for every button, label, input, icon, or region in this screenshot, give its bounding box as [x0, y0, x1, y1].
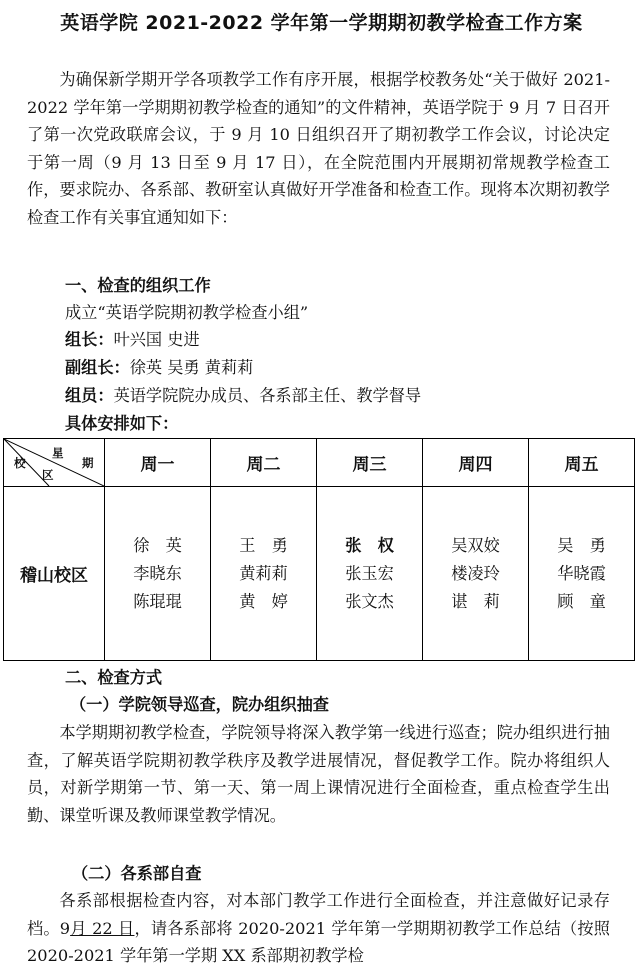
staff-cell-tue — [211, 487, 317, 661]
section2-sub2-body — [27, 887, 610, 970]
schedule-table — [3, 438, 635, 661]
campus-cell: 稽山校区 — [4, 487, 105, 661]
staff-name: 王 勇 — [239, 535, 288, 555]
corner-cell — [4, 439, 105, 487]
intro-paragraph: 为确保新学期开学各项教学工作有序开展，根据学校教务处“关于做好 2021-2022 学年第一学期期初教学检查的通知”的文件精神，英语学院于 9 月 7 日召开了第一次党政联席会议，于 9 月 10 日组织召开了期初教学工作会议，讨论决定于第一周（9 月 13 日至 9 月 17 日），在全院范围内开展期初常规教学检查工作，要求院办、各系部、教研室认真做好开学准备和检查工作。现将本次期初教学检查工作有关事宜通知如下： — [27, 70, 610, 227]
leader-line — [65, 326, 200, 354]
staff-name: 楼凌玲 — [451, 563, 500, 583]
corner-campus: 校 — [14, 456, 26, 470]
section2-heading: 二、检查方式 — [65, 668, 163, 687]
staff-cell-mon — [105, 487, 211, 661]
section1-heading: 一、检查的组织工作 — [65, 276, 211, 295]
sub2-date: 月 22 日 — [70, 918, 135, 938]
staff-name: 吴双姣 — [451, 535, 500, 555]
section2-sub1-heading: （一）学院领导巡查，院办组织抽查 — [70, 695, 329, 714]
leader-value: 叶兴国 史进 — [113, 330, 200, 349]
staff-cell-thu — [423, 487, 529, 661]
establish-line: 成立“英语学院期初教学检查小组” — [65, 303, 309, 322]
staff-name: 黄莉莉 — [239, 563, 288, 583]
deputy-label: 副组长： — [65, 358, 130, 377]
section2-sub1-body: 本学期期初教学检查，学院领导将深入教学第一线进行巡查；院办组织进行抽查，了解英语学院期初教学秩序及教学进展情况，督促教学工作。院办将组织人员，对新学期第一节、第一天、第一周上课情况进行全面检查，重点检查学生出勤、课堂听课及教师课堂教学情况。 — [27, 723, 610, 825]
sub2-text-b: ，请各系部将 2020-2021 学年第一学期期初教学工作总结（按照 2020-2021 学年第一学期 XX 系部期初教学检 — [27, 918, 610, 965]
table-row — [4, 487, 635, 661]
corner-district: 区 — [42, 468, 54, 482]
staff-name: 顾 童 — [557, 591, 606, 611]
sub2-text-a: 各系部根据检查内容，对本部门教学工作进行全面检查，并注意做好记录存档。9 — [27, 891, 610, 938]
staff-name: 吴 勇 — [557, 535, 606, 555]
section2-sub2-heading: （二）各系部自查 — [72, 864, 202, 883]
leader-label: 组长： — [65, 330, 114, 349]
staff-name: 张文杰 — [345, 591, 394, 611]
staff-name: 徐 英 — [133, 535, 182, 555]
members-value: 英语学院院办成员、各系部主任、教学督导 — [113, 386, 422, 405]
members-label: 组员： — [65, 386, 114, 405]
day-header-thu: 周四 — [423, 439, 529, 487]
arrangement-line: 具体安排如下： — [65, 414, 179, 433]
corner-week-period: 期 — [82, 456, 94, 470]
staff-name: 陈琨琨 — [133, 591, 182, 611]
deputy-value: 徐英 吴勇 黄莉莉 — [129, 358, 254, 377]
day-header-tue: 周二 — [211, 439, 317, 487]
staff-name: 张 权 — [345, 535, 394, 555]
deputy-line — [65, 354, 253, 382]
day-header-wed: 周三 — [317, 439, 423, 487]
staff-name: 华晓霞 — [557, 563, 606, 583]
staff-name: 张玉宏 — [345, 563, 394, 583]
members-line — [65, 382, 421, 410]
staff-cell-fri — [529, 487, 635, 661]
corner-week-star: 星 — [52, 446, 64, 460]
staff-name: 黄 婷 — [239, 591, 288, 611]
staff-name: 谌 莉 — [451, 591, 500, 611]
staff-name: 李晓东 — [133, 563, 182, 583]
day-header-mon: 周一 — [105, 439, 211, 487]
table-header-row — [4, 439, 635, 487]
staff-cell-wed — [317, 487, 423, 661]
day-header-fri: 周五 — [529, 439, 635, 487]
document-title: 英语学院 2021-2022 学年第一学期期初教学检查工作方案 — [60, 12, 583, 34]
